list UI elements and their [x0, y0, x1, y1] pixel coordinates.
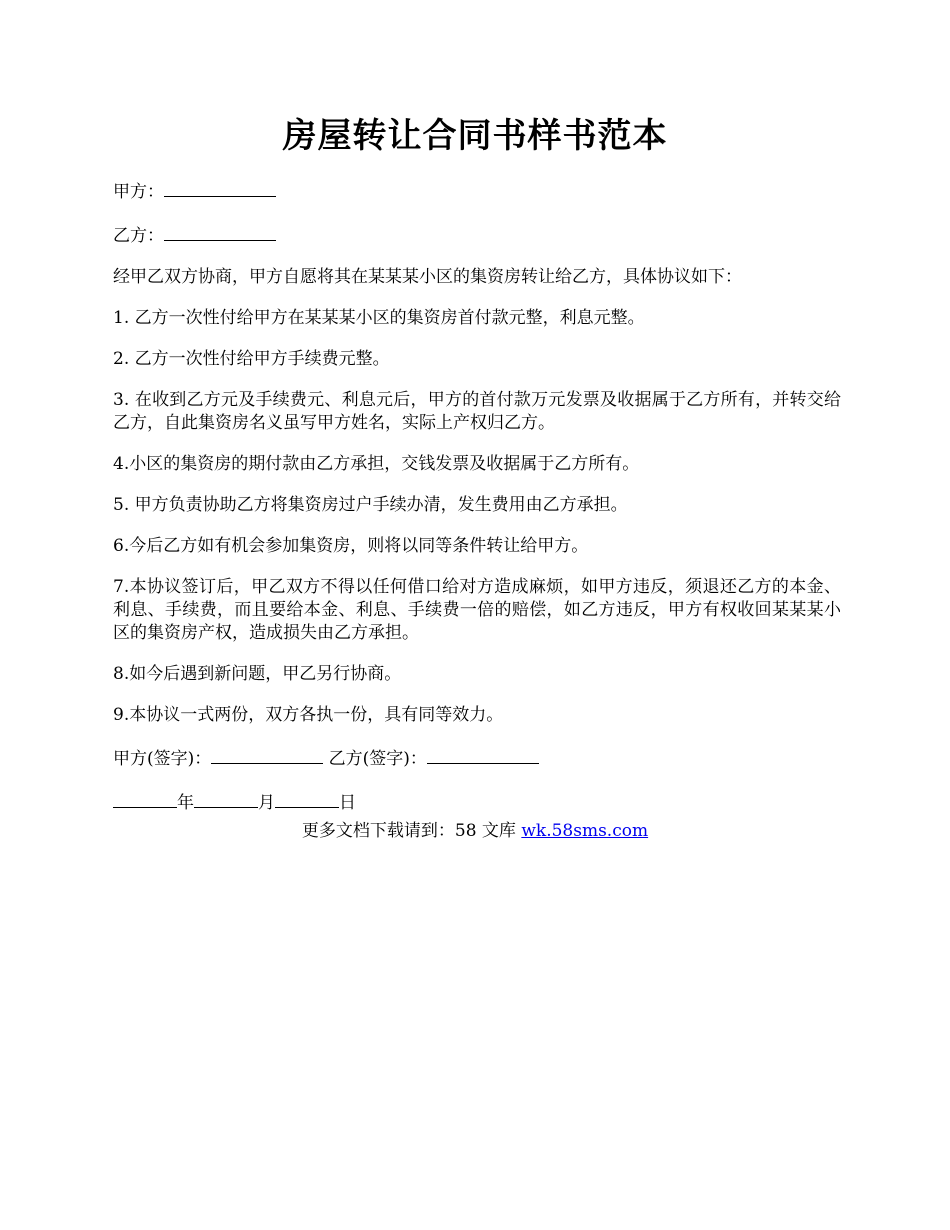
- party-b-label: 乙方：: [113, 226, 164, 246]
- year-label: 年: [177, 793, 194, 813]
- party-a-label: 甲方：: [113, 182, 164, 202]
- party-b-blank: [164, 222, 276, 241]
- month-blank: [194, 789, 258, 808]
- party-a-sign-blank: [211, 745, 323, 764]
- clause-4: 4.小区的集资房的期付款由乙方承担，交钱发票及收据属于乙方所有。: [113, 454, 640, 474]
- clause-1: 1. 乙方一次性付给甲方在某某某小区的集资房首付款元整，利息元整。: [113, 308, 645, 328]
- document-title: 房屋转让合同书样书范本: [282, 116, 668, 156]
- signature-line: [113, 745, 841, 771]
- clause-7: 7.本协议签订后，甲乙双方不得以任何借口给对方造成麻烦，如甲方违反，须退还乙方的本金、利息、手续费，而且要给本金、利息、手续费一倍的赔偿，如乙方违反，甲方有权收回某某某小区的集资房产权，造成损失由乙方承担。: [113, 577, 841, 643]
- party-b-line: [113, 222, 841, 248]
- intro-paragraph: 经甲乙双方协商，甲方自愿将其在某某某小区的集资房转让给乙方，具体协议如下：: [113, 267, 742, 287]
- document-body: [113, 178, 841, 833]
- clause-6: 6.今后乙方如有机会参加集资房，则将以同等条件转让给甲方。: [113, 536, 589, 556]
- party-a-line: [113, 178, 841, 204]
- footer-link[interactable]: wk.58sms.com: [521, 821, 649, 841]
- footer: [0, 820, 950, 843]
- party-a-sign-label: 甲方(签字)：: [113, 749, 212, 769]
- party-a-blank: [164, 178, 276, 197]
- footer-text: 更多文档下载请到：58 文库: [301, 821, 522, 841]
- day-label: 日: [339, 793, 356, 813]
- clause-5: 5. 甲方负责协助乙方将集资房过户手续办清，发生费用由乙方承担。: [113, 495, 628, 515]
- clause-2: 2. 乙方一次性付给甲方手续费元整。: [113, 349, 390, 369]
- clause-8: 8.如今后遇到新问题，甲乙另行协商。: [113, 664, 402, 684]
- clause-3: 3. 在收到乙方元及手续费元、利息元后，甲方的首付款万元发票及收据属于乙方所有，并转交给乙方，自此集资房名义虽写甲方姓名，实际上产权归乙方。: [113, 390, 841, 433]
- clause-9: 9.本协议一式两份，双方各执一份，具有同等效力。: [113, 705, 504, 725]
- month-label: 月: [258, 793, 275, 813]
- party-b-sign-blank: [427, 745, 539, 764]
- party-b-sign-label: 乙方(签字)：: [328, 749, 427, 769]
- date-line: [113, 789, 841, 815]
- day-blank: [275, 789, 339, 808]
- year-blank: [113, 789, 177, 808]
